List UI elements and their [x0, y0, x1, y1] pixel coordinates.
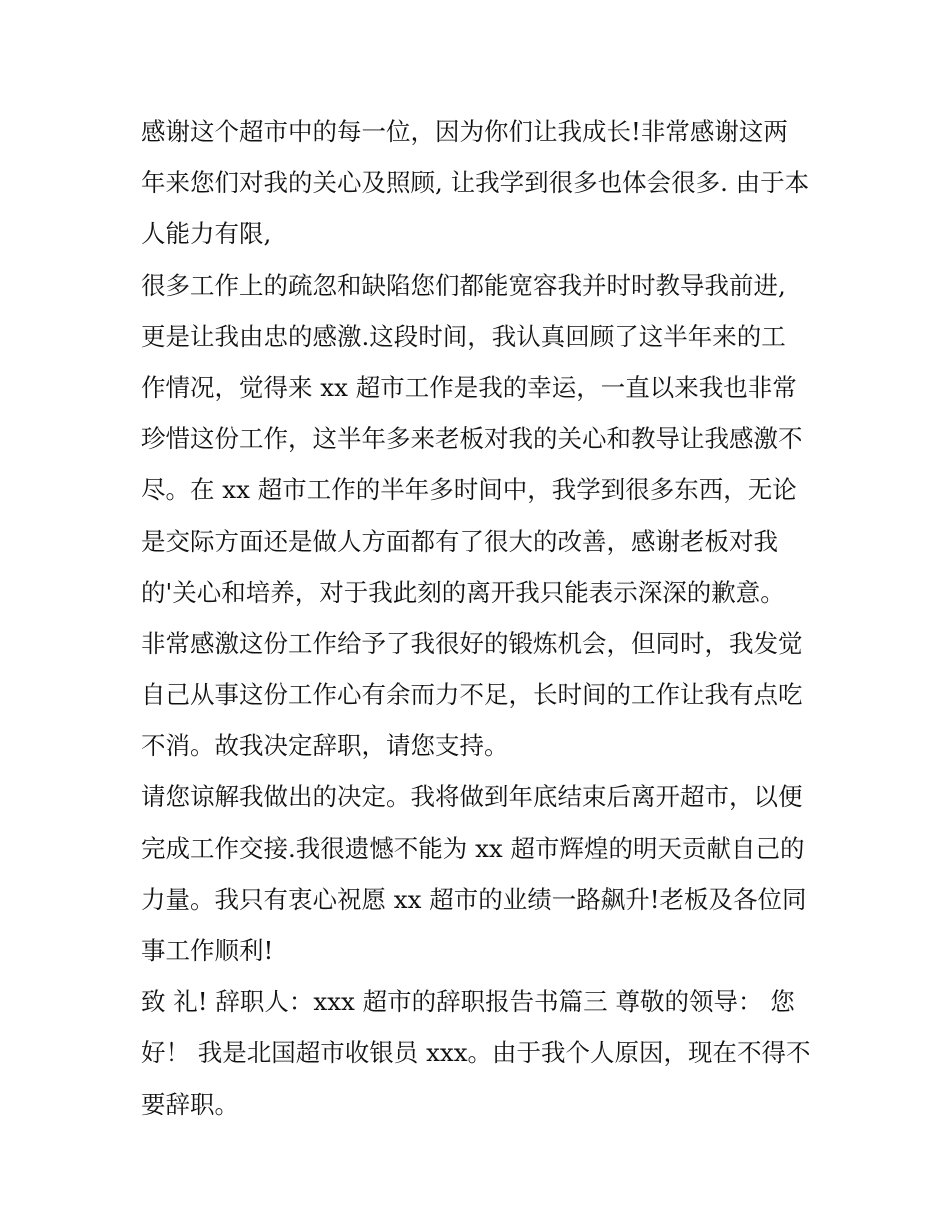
text-line-7: 珍惜这份工作，这半年多来老板对我的关心和教导让我感激不 [141, 424, 803, 454]
text-line-16: 力量。我只有衷心祝愿 xx 超市的业绩一路飙升!老板及各位同 [141, 884, 807, 914]
text-line-20: 要辞职。 [141, 1089, 239, 1119]
text-line-17: 事工作顺利! [141, 936, 274, 965]
text-line-11: 非常感激这份工作给予了我很好的锻炼机会，但同时，我发觉 [141, 628, 803, 658]
text-line-19: 好！ 我是北国超市收银员 xxx。由于我个人原因，现在不得不 [141, 1038, 811, 1068]
text-line-18: 致 礼! 辞职人：xxx 超市的辞职报告书篇三 尊敬的领导： 您 [141, 987, 795, 1017]
text-line-5: 更是让我由忠的感激.这段时间，我认真回顾了这半年来的工 [141, 321, 786, 351]
text-line-13: 不消。故我决定辞职，请您支持。 [141, 731, 509, 761]
text-line-2: 年来您们对我的关心及照顾, 让我学到很多也体会很多. 由于本 [141, 168, 810, 198]
text-line-9: 是交际方面还是做人方面都有了很大的改善，感谢老板对我 [141, 526, 778, 556]
text-line-3: 人能力有限, [141, 219, 272, 249]
text-line-1: 感谢这个超市中的每一位，因为你们让我成长!非常感谢这两 [141, 117, 788, 146]
text-line-10: 的'关心和培养，对于我此刻的离开我只能表示深深的歉意。 [141, 577, 785, 607]
text-line-4: 很多工作上的疏忽和缺陷您们都能宽容我并时时教导我前进, [141, 270, 786, 300]
text-line-14: 请您谅解我做出的决定。我将做到年底结束后离开超市，以便 [141, 782, 803, 812]
text-line-12: 自己从事这份工作心有余而力不足，长时间的工作让我有点吃 [141, 680, 803, 710]
text-line-15: 完成工作交接.我很遗憾不能为 xx 超市辉煌的明天贡献自己的 [141, 833, 805, 863]
document-body [141, 106, 821, 1130]
text-line-8: 尽。在 xx 超市工作的半年多时间中，我学到很多东西，无论 [141, 475, 797, 505]
text-line-6: 作情况，觉得来 xx 超市工作是我的幸运，一直以来我也非常 [141, 372, 797, 402]
